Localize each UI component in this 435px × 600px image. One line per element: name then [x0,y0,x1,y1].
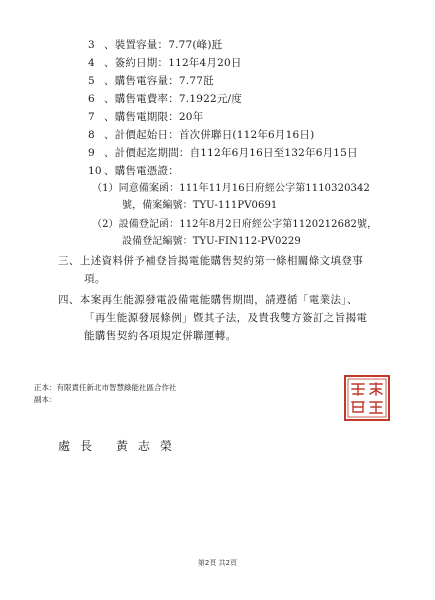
official-seal-stamp [342,373,392,423]
sub-item-approval-line1: （1）同意備案函：111年11月16日府經公字第1110320342 [92,183,370,194]
sub-item-registration-line1: （2）設備登記函：112年8月2日府經公字第1120212682號， [92,219,378,230]
paragraph-3-line2: 項。 [84,273,106,285]
item-term: 7 、購售電期限：20年 [88,111,204,123]
item-sale-capacity: 5 、購售電容量：7.77瓩 [88,75,214,87]
paragraph-4-line2: 「再生能源發展條例」暨其子法，及貴我雙方簽訂之旨揭電 [84,312,368,324]
sub-item-approval-line2: 號，備案編號：TYU-111PV0691 [122,200,278,211]
distribution-copy: 副本： [34,395,57,404]
item-sign-date: 4 、簽約日期：112年4月20日 [88,57,242,69]
paragraph-3-line1: 三、上述資料併予補登旨揭電能購售契約第一條相關條文填登事 [58,255,364,267]
page-number-footer: 第2頁 共2頁 [197,559,238,567]
item-certificates: 10 、購售電憑證： [88,165,179,177]
signature-title-name: 處長 黃志榮 [58,439,182,453]
paragraph-4-line1: 四、本案再生能源發電設備電能購售期間，請遵循「電業法」、 [58,294,358,306]
sub-item-registration-line2: 設備登記編號：TYU-FIN112-PV0229 [122,236,301,247]
item-period: 9 、計價起迄期間：自112年6月16日至132年6月15日 [88,147,358,159]
item-start-date: 8 、計價起始日：首次併聯日(112年6月16日) [88,129,315,141]
item-capacity: 3 、裝置容量：7.77(峰)瓩 [88,39,223,51]
paragraph-4-line3: 能購售契約各項規定併聯運轉。 [84,330,237,342]
item-rate: 6 、購售電費率：7.1922元/度 [88,93,242,105]
distribution-main: 正本：有限責任新北市智慧綠能社區合作社 [34,383,177,392]
